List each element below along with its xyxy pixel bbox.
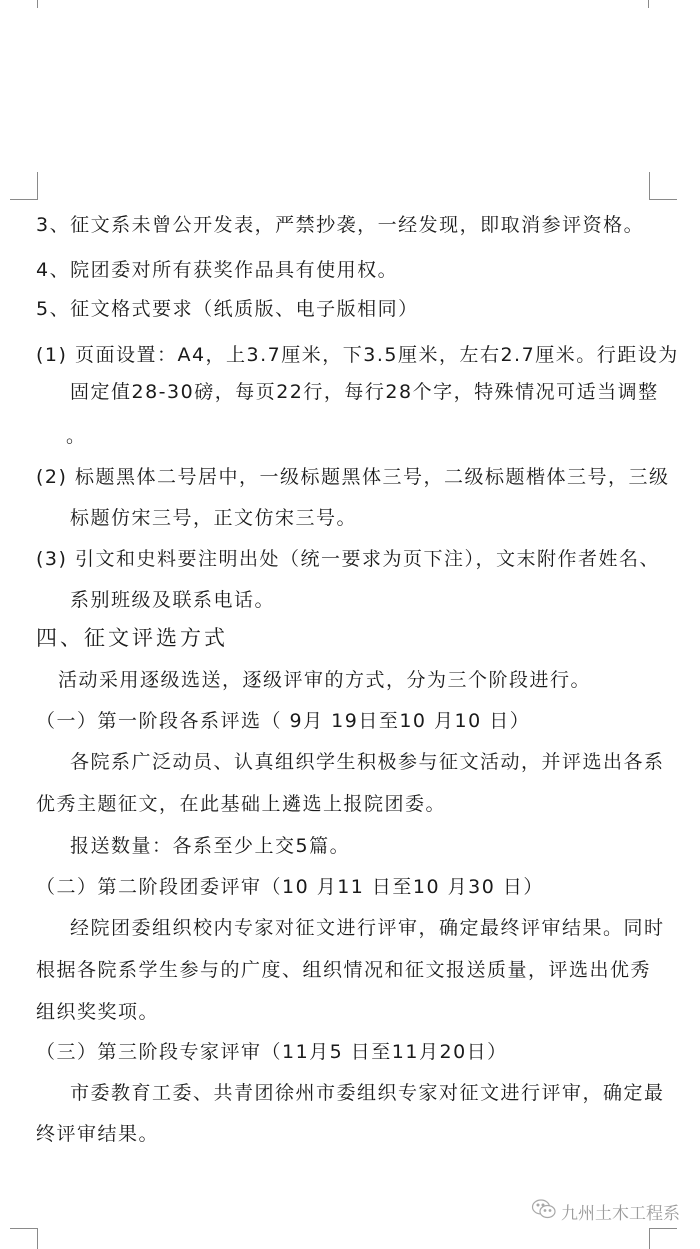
text-line: 4、院团委对所有获奖作品具有使用权。 (36, 259, 399, 281)
text-line: 根据各院系学生参与的广度、组织情况和征文报送质量，评选出优秀 (36, 959, 652, 981)
crop-mark-top-right-v0 (648, 0, 649, 8)
text-line: 系别班级及联系电话。 (70, 589, 276, 611)
text-line: 报送数量：各系至少上交5篇。 (70, 835, 351, 857)
text-line: 各院系广泛动员、认真组织学生积极参与征文活动，并评选出各系 (70, 751, 665, 773)
text-line: 组织奖奖项。 (36, 1001, 160, 1023)
text-line: 终评审结果。 (36, 1123, 160, 1145)
text-line: (1) 页面设置：A4，上3.7厘米，下3.5厘米，左右2.7厘米。行距设为 (36, 344, 679, 366)
crop-mark-bottom-left (10, 1228, 38, 1249)
crop-mark-top-left (10, 172, 38, 200)
crop-mark-top-right (649, 172, 677, 200)
section-heading: 四、征文评选方式 (36, 626, 228, 650)
text-line: 5、征文格式要求（纸质版、电子版相同） (36, 298, 419, 320)
watermark-text: 九州土木工程系 (561, 1204, 680, 1224)
text-line: 优秀主题征文，在此基础上遴选上报院团委。 (36, 793, 447, 815)
text-line: （三）第三阶段专家评审（11月5 日至11月20日） (36, 1041, 508, 1063)
wechat-icon (531, 1198, 557, 1225)
text-line: （一）第一阶段各系评选（ 9月 19日至10 月10 日） (36, 710, 531, 732)
text-line: 。 (66, 425, 87, 447)
text-line: 市委教育工委、共青团徐州市委组织专家对征文进行评审，确定最 (70, 1082, 665, 1104)
text-line: 3、征文系未曾公开发表，严禁抄袭，一经发现，即取消参评资格。 (36, 214, 645, 236)
text-line: 标题仿宋三号，正文仿宋三号。 (70, 507, 358, 529)
crop-mark-bottom-right (649, 1228, 677, 1249)
text-line: （二）第二阶段团委评审（10 月11 日至10 月30 日） (36, 876, 544, 898)
text-line: (2) 标题黑体二号居中，一级标题黑体三号，二级标题楷体三号，三级 (36, 466, 670, 488)
watermark (531, 1198, 680, 1225)
text-line: 经院团委组织校内专家对征文进行评审，确定最终评审结果。同时 (70, 917, 665, 939)
text-line: 活动采用逐级选送，逐级评审的方式，分为三个阶段进行。 (58, 669, 592, 691)
text-line: (3) 引文和史料要注明出处（统一要求为页下注），文末附作者姓名、 (36, 548, 660, 570)
text-line: 固定值28-30磅，每页22行，每行28个字，特殊情况可适当调整 (70, 381, 659, 403)
crop-mark-top-left-v0 (37, 0, 38, 8)
